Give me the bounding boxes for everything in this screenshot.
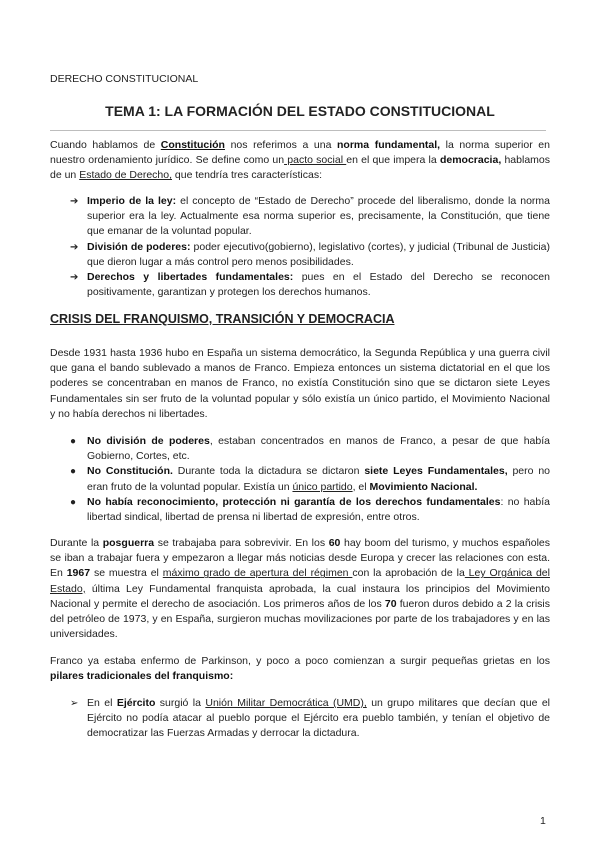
list-item: ➔ Derechos y libertades fundamentales: pues en el Estado del Derecho se reconocen positivamente, garantizan y protegen los derechos humanos. [70,271,550,299]
franco-points-list [70,434,550,525]
list-item: ● No división de poderes, estaban concentrados en manos de Franco, a pesar de que había Gobierno, Cortes, etc. [70,435,550,463]
title-divider [50,130,546,131]
dot-bullet-icon: ● [70,466,77,478]
features-list [70,194,550,300]
history-paragraph: Desde 1931 hasta 1936 hubo en España un sistema democrático, la Segunda República y una guerra civil que gana el bando sublevado a manos de Franco. Empieza entonces un sistema dictatorial en el que los poderes se concentraban en manos de Franco, no existía Constitución sino que se dictaron siete Leyes Fundamentales sin ser fruto de la voluntad popular y sólo existía un único partido, el Movimiento Nacional y no había derechos ni libertades. [50,347,550,420]
page-title: TEMA 1: LA FORMACIÓN DEL ESTADO CONSTITUCIONAL [105,103,495,119]
arrow-bullet-icon: ➔ [70,196,79,207]
section-title: CRISIS DEL FRANQUISMO, TRANSICIÓN Y DEMOCRACIA [50,312,395,326]
arrow-bullet-icon: ➔ [70,241,79,253]
dot-bullet-icon: ● [70,496,77,508]
franco-illness-paragraph: Franco ya estaba enfermo de Parkinson, y poco a poco comienzan a surgir pequeñas grietas en los pilares tradicionales del franquismo: [50,655,550,683]
list-item: ● No Constitución. Durante toda la dictadura se dictaron siete Leyes Fundamentales, pero no eran fruto de la voluntad popular. Existía un único partido, el Movimiento Nacional. [70,465,550,493]
document-header: DERECHO CONSTITUCIONAL [50,73,199,85]
intro-paragraph: Cuando hablamos de Constitución nos referimos a una norma fundamental, la norma superior en nuestro ordenamiento jurídico. Se define como un pacto social en el que impera la democracia, hablamos de un Estado de Derecho, que tendría tres características: [50,139,550,182]
cracks-list [70,696,550,742]
postwar-paragraph: Durante la posguerra se trabajaba para sobrevivir. En los 60 hay boom del turismo, y muchos españoles se iban a trabajar fuera y empezaron a llegar más noticias desde Europa y crecer las relaciones con esta. En 1967 se muestra el máximo grado de apertura del régimen con la aprobación de la Ley Orgánica del Estado, última Ley Fundamental franquista aprobada, la cual instaura los principios del Movimiento Nacional y permite el derecho de asociación. Los primeros años de los 70 fueron duros debido a 2 la crisis del petróleo de 1973, y en España, surgieron muchas movilizaciones por parte de los trabajadores y en las universidades. [50,537,551,641]
list-item: ➢ En el Ejército surgió la Unión Militar Democrática (UMD), un grupo militares que decían que el Ejército no podía atacar al pueblo porque el Ejército era pueblo también, y tenían el objetivo de democratizar las Fuerzas Armadas y derrocar la dictadura. [70,697,550,740]
list-item: ➔ División de poderes: poder ejecutivo(gobierno), legislativo (cortes), y judicial (Tribunal de Justicia) que dieron lugar a más control pero menos posibilidades. [70,240,550,268]
list-item: ➔ Imperio de la ley: el concepto de “Estado de Derecho” procede del liberalismo, donde la norma superior era la ley. Actualmente esa norma superior es, precisamente, la Constitución, que tiene que emanar de la voluntad popular. [70,195,551,238]
dot-bullet-icon: ● [70,436,77,447]
arrowhead-bullet-icon: ➢ [70,698,79,709]
arrow-bullet-icon: ➔ [70,272,79,284]
list-item: ● No había reconocimiento, protección ni garantía de los derechos fundamentales: no había libertad sindical, libertad de prensa ni libertad de expresión, entre otros. [70,495,550,524]
page-number: 1 [540,815,546,827]
